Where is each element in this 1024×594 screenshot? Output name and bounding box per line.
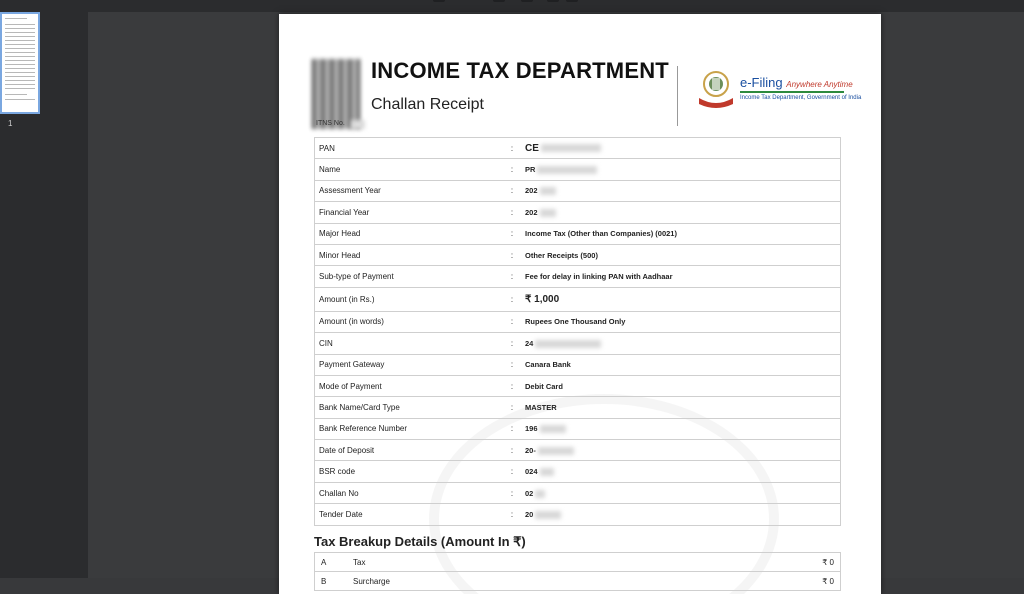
efiling-logo [740, 75, 853, 90]
field-value: Fee for delay in linking PAN with Aadhaar [521, 266, 841, 287]
department-title: INCOME TAX DEPARTMENT [371, 58, 669, 83]
table-row: Bank Reference Number : 196 [315, 418, 841, 439]
table-row: Tender Date : 20 [315, 504, 841, 525]
table-row: Payment Gateway : Canara Bank [315, 354, 841, 375]
header-divider [677, 66, 678, 126]
field-value: 202 [521, 180, 841, 201]
breakup-code: A [315, 553, 348, 572]
field-value: 24 [521, 333, 841, 354]
table-row: Financial Year : 202 [315, 202, 841, 223]
field-value: Debit Card [521, 375, 841, 396]
field-value: 196 [521, 418, 841, 439]
itns-value-redacted [351, 120, 365, 129]
qr-code [312, 59, 360, 129]
viewer-toolbar [0, 0, 1024, 12]
breakup-name: Tax [347, 553, 748, 572]
table-row: Major Head : Income Tax (Other than Companies) (0021) [315, 223, 841, 244]
field-label: Assessment Year [315, 180, 504, 201]
field-value: Other Receipts (500) [521, 244, 841, 265]
table-row: Amount (in Rs.) : ₹ 1,000 [315, 287, 841, 311]
table-row: CIN : 24 [315, 333, 841, 354]
redacted-value [535, 340, 601, 348]
breakup-amount: ₹ 0 [748, 553, 841, 572]
field-label: Tender Date [315, 504, 504, 525]
field-label: Challan No [315, 482, 504, 503]
table-row: Sub-type of Payment : Fee for delay in linking PAN with Aadhaar [315, 266, 841, 287]
redacted-value [537, 166, 597, 174]
tax-breakup-table [314, 552, 841, 591]
breakup-code: B [315, 572, 348, 591]
toolbar-icon[interactable] [566, 0, 578, 2]
toolbar-icon[interactable] [521, 0, 533, 2]
field-value: 20 [521, 504, 841, 525]
table-row [315, 572, 841, 591]
field-label: Minor Head [315, 244, 504, 265]
field-label: Financial Year [315, 202, 504, 223]
field-label: Bank Reference Number [315, 418, 504, 439]
field-value: Rupees One Thousand Only [521, 311, 841, 332]
table-row: Bank Name/Card Type : MASTER [315, 397, 841, 418]
field-label: Amount (in words) [315, 311, 504, 332]
efiling-tagline: Anywhere Anytime [786, 80, 853, 89]
field-value: 02 [521, 482, 841, 503]
efiling-underline [740, 91, 844, 93]
toolbar-icon[interactable] [433, 0, 445, 2]
table-row: BSR code : 024 [315, 461, 841, 482]
thumbnail-page-number: 1 [8, 119, 13, 128]
field-label: Mode of Payment [315, 375, 504, 396]
redacted-value [540, 209, 556, 217]
redacted-value [540, 425, 566, 433]
field-label: Name [315, 159, 504, 180]
table-row: Challan No : 02 [315, 482, 841, 503]
toolbar-icon[interactable] [493, 0, 505, 2]
field-value: MASTER [521, 397, 841, 418]
field-label: CIN [315, 333, 504, 354]
breakup-amount: ₹ 0 [748, 572, 841, 591]
field-label: PAN [315, 138, 504, 159]
field-label: Major Head [315, 223, 504, 244]
pdf-page [279, 14, 881, 594]
challan-details-table [314, 137, 841, 526]
field-label: Date of Deposit [315, 440, 504, 461]
page-thumbnail[interactable] [0, 12, 40, 114]
breakup-name: Surcharge [347, 572, 748, 591]
government-emblem-icon [697, 70, 735, 110]
table-row: Date of Deposit : 20- [315, 440, 841, 461]
table-row [315, 553, 841, 572]
field-value: CE [521, 138, 841, 159]
table-row: Mode of Payment : Debit Card [315, 375, 841, 396]
redacted-value [535, 511, 561, 519]
document-subtitle: Challan Receipt [371, 96, 484, 113]
field-value: 024 [521, 461, 841, 482]
redacted-value [541, 144, 601, 152]
field-label: Sub-type of Payment [315, 266, 504, 287]
field-value: Income Tax (Other than Companies) (0021) [521, 223, 841, 244]
table-row: Name : PR [315, 159, 841, 180]
redacted-value [540, 468, 554, 476]
field-value: 202 [521, 202, 841, 223]
redacted-value [540, 187, 556, 195]
field-label: Bank Name/Card Type [315, 397, 504, 418]
table-row: PAN : CE [315, 138, 841, 159]
redacted-value [538, 447, 574, 455]
toolbar-icon[interactable] [547, 0, 559, 2]
redacted-value [535, 490, 545, 498]
field-value: ₹ 1,000 [521, 287, 841, 311]
table-row: Amount (in words) : Rupees One Thousand Only [315, 311, 841, 332]
efiling-brand: e-Filing [740, 75, 783, 90]
field-label: BSR code [315, 461, 504, 482]
field-value: 20- [521, 440, 841, 461]
field-label: Amount (in Rs.) [315, 287, 504, 311]
field-value: Canara Bank [521, 354, 841, 375]
table-row: Minor Head : Other Receipts (500) [315, 244, 841, 265]
field-label: Payment Gateway [315, 354, 504, 375]
tax-breakup-title: Tax Breakup Details (Amount In ₹) [314, 534, 526, 549]
field-value: PR [521, 159, 841, 180]
efiling-department: Income Tax Department, Government of India [740, 95, 862, 101]
table-row: Assessment Year : 202 [315, 180, 841, 201]
itns-label: ITNS No. [316, 120, 345, 127]
